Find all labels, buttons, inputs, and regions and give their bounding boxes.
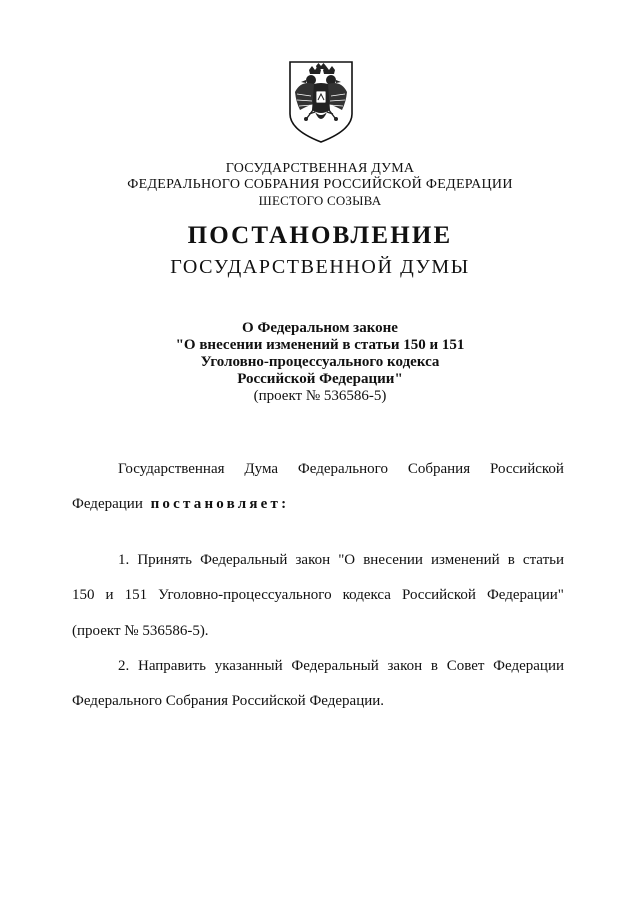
item-word: Федеральный xyxy=(200,552,288,568)
item-word: 2. xyxy=(118,658,130,674)
item-word: изменений xyxy=(431,552,500,568)
subject-line-4: Российской Федерации" xyxy=(237,371,403,387)
item-word: Российской xyxy=(401,587,476,603)
item-word: 151 xyxy=(124,587,148,603)
item-word: в xyxy=(430,658,438,674)
item-word: кодекса xyxy=(342,587,391,603)
item-word: указанный xyxy=(214,658,283,674)
resolve-verb: постановляет: xyxy=(150,496,290,512)
preamble-line-2 xyxy=(72,496,289,513)
item-word: Направить xyxy=(137,658,206,674)
preamble-word: Дума xyxy=(244,461,279,477)
item-word: Уголовно-процессуального xyxy=(158,587,332,603)
item-1-line-3: (проект № 536586-5). xyxy=(72,623,209,639)
item-word: Совет xyxy=(446,658,485,674)
subject-line-1: О Федеральном законе xyxy=(242,320,398,336)
subject-draft-number: (проект № 536586-5) xyxy=(253,388,387,404)
subject-line-2: "О внесении изменений в статьи 150 и 151 xyxy=(175,337,465,353)
document-type-subtitle: ГОСУДАРСТВЕННОЙ ДУМЫ xyxy=(170,256,470,278)
item-word: Федеральный xyxy=(291,658,379,674)
item-word: Федерации xyxy=(493,658,564,674)
item-word: внесении xyxy=(363,552,423,568)
subject-line-3: Уголовно-процессуального кодекса xyxy=(200,354,440,370)
preamble-prefix: Федерации xyxy=(72,496,143,512)
preamble-word: Российской xyxy=(490,461,564,477)
item-1-line-1 xyxy=(118,552,564,569)
item-word: закон xyxy=(387,658,423,674)
item-word: 150 xyxy=(72,587,95,603)
item-word: в xyxy=(507,552,515,568)
russian-coat-of-arms-icon xyxy=(287,60,355,144)
item-word: 1. xyxy=(118,552,130,568)
org-line-1: ГОСУДАРСТВЕННАЯ ДУМА xyxy=(225,161,415,176)
item-2-line-1 xyxy=(118,658,564,675)
item-word: "О xyxy=(338,552,356,568)
org-line-2: ФЕДЕРАЛЬНОГО СОБРАНИЯ РОССИЙСКОЙ ФЕДЕРАЦИИ xyxy=(127,177,513,192)
item-word: статьи xyxy=(522,552,564,568)
preamble-word: Федерального xyxy=(297,461,388,477)
org-line-3: ШЕСТОГО СОЗЫВА xyxy=(258,193,382,208)
preamble-word: Государственная xyxy=(118,461,225,477)
item-1-line-2 xyxy=(72,587,564,604)
item-word: закон xyxy=(295,552,331,568)
document-type-title: ПОСТАНОВЛЕНИЕ xyxy=(187,222,453,249)
item-word: Принять xyxy=(137,552,192,568)
item-word: и xyxy=(105,587,114,603)
preamble-word: Собрания xyxy=(407,461,471,477)
item-2-line-2: Федерального Собрания Российской Федерации. xyxy=(72,693,385,709)
preamble-line-1 xyxy=(118,461,564,478)
item-word: Федерации" xyxy=(486,587,564,603)
